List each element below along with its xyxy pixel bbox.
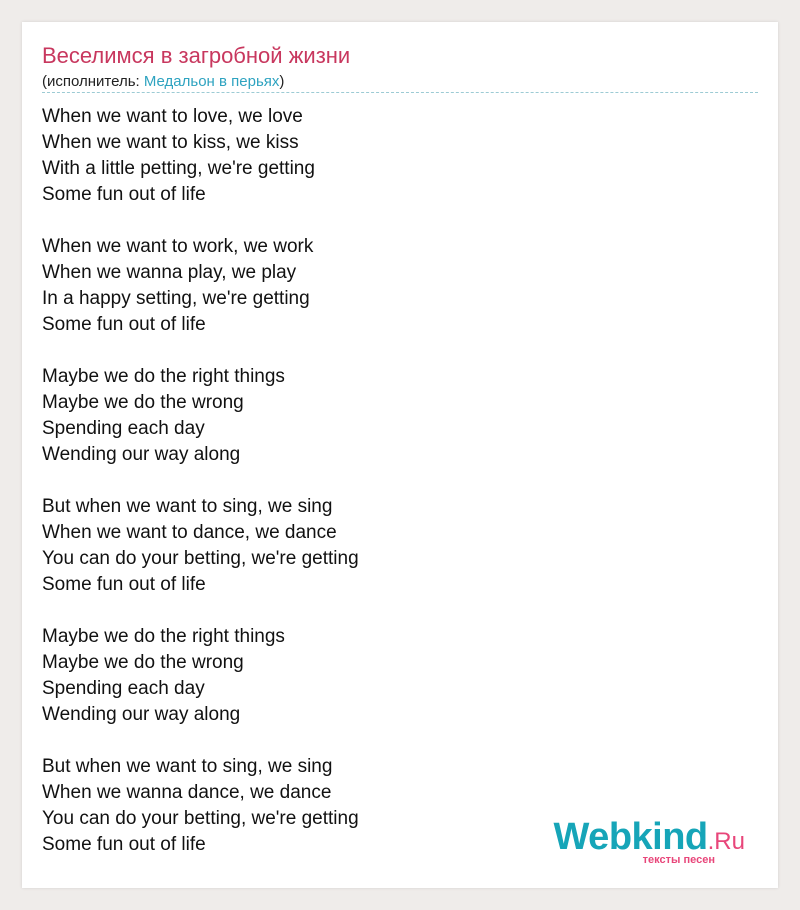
lyric-line: But when we want to sing, we sing bbox=[42, 496, 333, 517]
lyrics-stanza bbox=[42, 364, 742, 468]
lyric-line: Maybe we do the wrong bbox=[42, 652, 244, 673]
logo-tld: .Ru bbox=[707, 828, 745, 855]
lyrics-stanza bbox=[42, 624, 742, 728]
lyric-line: When we want to work, we work bbox=[42, 236, 314, 257]
artist-suffix: ) bbox=[279, 73, 285, 90]
lyric-line: Some fun out of life bbox=[42, 574, 206, 595]
artist-link[interactable]: Медальон в перьях bbox=[143, 73, 280, 90]
lyric-line: When we want to love, we love bbox=[42, 106, 303, 127]
lyric-line: When we want to kiss, we kiss bbox=[42, 132, 299, 153]
lyric-line: You can do your betting, we're getting bbox=[42, 808, 359, 829]
lyrics-card bbox=[22, 22, 778, 888]
lyrics-stanza bbox=[42, 234, 742, 338]
stanza-gap bbox=[42, 468, 742, 494]
stanza-gap bbox=[42, 338, 742, 364]
lyric-line: Spending each day bbox=[42, 418, 205, 439]
logo-tagline: тексты песен bbox=[642, 854, 715, 866]
webkind-logo[interactable] bbox=[551, 816, 751, 866]
header-divider bbox=[42, 92, 758, 93]
stanza-gap bbox=[42, 598, 742, 624]
song-title: Веселимся в загробной жизни bbox=[42, 43, 351, 68]
lyric-line: You can do your betting, we're getting bbox=[42, 548, 359, 569]
lyric-line: Spending each day bbox=[42, 678, 205, 699]
lyric-line: Maybe we do the right things bbox=[42, 626, 285, 647]
lyrics-stanza bbox=[42, 104, 742, 208]
lyric-line: Wending our way along bbox=[42, 704, 241, 725]
stanza-gap bbox=[42, 208, 742, 234]
lyric-line: When we wanna dance, we dance bbox=[42, 782, 332, 803]
artist-prefix: (исполнитель: bbox=[42, 73, 144, 90]
lyric-line: Wending our way along bbox=[42, 444, 241, 465]
logo-name: Webkind bbox=[553, 816, 708, 858]
lyrics-text bbox=[42, 104, 742, 858]
lyric-line: Maybe we do the wrong bbox=[42, 392, 244, 413]
lyric-line: With a little petting, we're getting bbox=[42, 158, 315, 179]
lyric-line: Some fun out of life bbox=[42, 314, 206, 335]
lyric-line: When we wanna play, we play bbox=[42, 262, 297, 283]
artist-line bbox=[42, 73, 284, 91]
lyric-line: Some fun out of life bbox=[42, 184, 206, 205]
lyric-line: When we want to dance, we dance bbox=[42, 522, 337, 543]
lyric-line: But when we want to sing, we sing bbox=[42, 756, 333, 777]
lyrics-stanza bbox=[42, 494, 742, 598]
lyric-line: Maybe we do the right things bbox=[42, 366, 285, 387]
lyric-line: In a happy setting, we're getting bbox=[42, 288, 310, 309]
stanza-gap bbox=[42, 728, 742, 754]
lyric-line: Some fun out of life bbox=[42, 834, 206, 855]
